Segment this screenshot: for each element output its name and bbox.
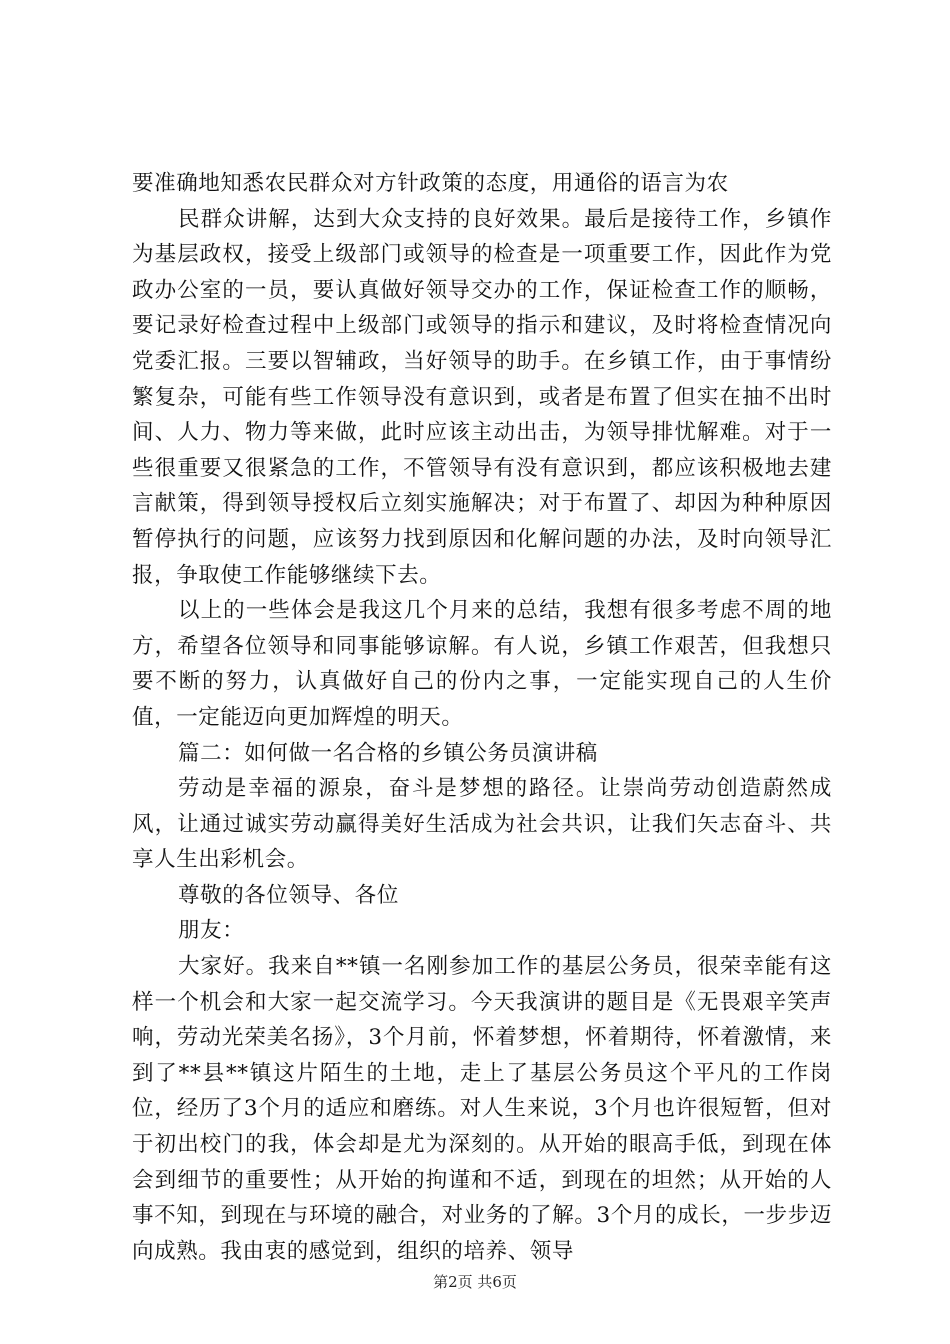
paragraph-labor-quote: 劳动是幸福的源泉，奋斗是梦想的路径。让崇尚劳动创造蔚然成风，让通过诚实劳动赢得美好生活成为社会共识，让我们矢志奋斗、共享人生出彩机会。 xyxy=(132,776,832,873)
document-body xyxy=(132,166,832,1269)
salutation: 尊敬的各位领导、各位 xyxy=(178,882,400,908)
page-number: 第2页 共6页 xyxy=(433,1273,517,1291)
paragraph-summary: 以上的一些体会是我这几个月来的总结，我想有很多考虑不周的地方，希望各位领导和同事能够谅解。有人说，乡镇工作艰苦，但我想只要不断的努力，认真做好自己的份内之事，一定能实现自己的人生价值，一定能迈向更加辉煌的明天。 xyxy=(132,598,832,730)
section-heading: 篇二：如何做一名合格的乡镇公务员演讲稿 xyxy=(178,740,598,766)
paragraph-speech-body: 大家好。我来自**镇一名刚参加工作的基层公务员，很荣幸能有这样一个机会和大家一起交流学习。今天我演讲的题目是《无畏艰辛笑声响，劳动光荣美名扬》，3个月前，怀着梦想，怀着期待，怀着激情，来到了**县**镇这片陌生的土地，走上了基层公务员这个平凡的工作岗位，经历了3个月的适应和磨练。对人生来说，3个月也许很短暂，但对于初出校门的我，体会却是尤为深刻的。从开始的眼高手低，到现在体会到细节的重要性；从开始的拘谨和不适，到现在的坦然；从开始的人事不知，到现在与环境的融合，对业务的了解。3个月的成长，一步步迈向成熟。我由衷的感觉到，组织的培养、领导 xyxy=(132,954,832,1264)
paragraph-reception-work: 民群众讲解，达到大众支持的良好效果。最后是接待工作，乡镇作为基层政权，接受上级部门或领导的检查是一项重要工作，因此作为党政办公室的一员，要认真做好领导交办的工作，保证检查工作的顺畅，要记录好检查过程中上级部门或领导的指示和建议，及时将检查情况向党委汇报。三要以智辅政，当好领导的助手。在乡镇工作，由于事情纷繁复杂，可能有些工作领导没有意识到，或者是布置了但实在抽不出时间、人力、物力等来做，此时应该主动出击，为领导排忧解难。对于一些很重要又很紧急的工作，不管领导有没有意识到，都应该积极地去建言献策，得到领导授权后立刻实施解决；对于布置了、却因为种种原因暂停执行的问题，应该努力找到原因和化解问题的办法，及时向领导汇报，争取使工作能够继续下去。 xyxy=(132,206,832,588)
salutation-continued: 朋友： xyxy=(178,918,245,944)
paragraph-continuation: 要准确地知悉农民群众对方针政策的态度，用通俗的语言为农 xyxy=(132,171,729,196)
